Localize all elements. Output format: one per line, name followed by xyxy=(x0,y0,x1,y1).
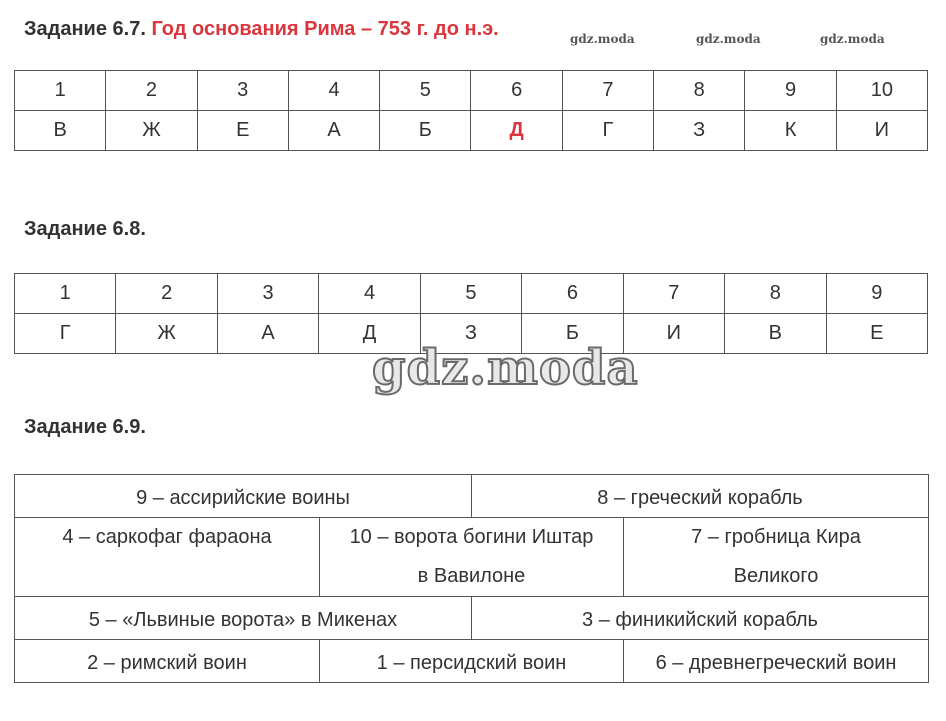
task-6-7-letter-row xyxy=(15,111,928,151)
task-6-8-number-cell: 2 xyxy=(116,274,217,314)
task-6-9-cell-line: 4 – саркофаг фараона xyxy=(62,526,272,548)
task-6-8-letter-cell: И xyxy=(623,314,724,354)
task-6-7-number-cell: 8 xyxy=(654,71,745,111)
task-6-9-heading: Задание 6.9. xyxy=(24,416,146,438)
task-6-9-cell: 6 – древнегреческий воин xyxy=(624,640,929,683)
task-6-7-number-cell: 3 xyxy=(197,71,288,111)
task-6-8-number-cell: 1 xyxy=(15,274,116,314)
task-6-7-letter-cell: Ж xyxy=(106,111,197,151)
task-6-8-letter-cell: Д xyxy=(319,314,420,354)
task-6-7-number-cell: 6 xyxy=(471,71,562,111)
task-6-7-number-cell: 5 xyxy=(380,71,471,111)
task-6-8-heading: Задание 6.8. xyxy=(24,218,146,240)
task-6-7-letter-cell: К xyxy=(745,111,836,151)
task-6-8-letter-cell: А xyxy=(217,314,318,354)
task-6-9-cell xyxy=(624,518,929,597)
task-6-7-letter-cell: Г xyxy=(562,111,653,151)
watermark-large: gdz.moda xyxy=(372,340,639,396)
task-6-7-number-row xyxy=(15,71,928,111)
task-6-8-letter-cell: Е xyxy=(826,314,928,354)
task-6-8-letter-cell: З xyxy=(420,314,521,354)
task-6-7-number-cell: 9 xyxy=(745,71,836,111)
task-6-8-number-row xyxy=(15,274,928,314)
task-6-7-number-cell: 1 xyxy=(15,71,106,111)
task-6-7-letter-cell: Е xyxy=(197,111,288,151)
task-6-7-letter-cell: В xyxy=(15,111,106,151)
task-6-9-cell-line: 10 – ворота богини Иштар xyxy=(349,526,594,548)
task-6-8-letter-cell: Ж xyxy=(116,314,217,354)
task-6-7-number-cell: 4 xyxy=(288,71,379,111)
task-6-9-cell: 1 – персидский воин xyxy=(320,640,624,683)
task-6-9-row-1 xyxy=(15,475,929,518)
task-6-9-cell-line: 7 – гробница Кира xyxy=(691,526,861,548)
watermark-small-2: gdz.moda xyxy=(696,32,761,46)
task-6-7-number-cell: 2 xyxy=(106,71,197,111)
task-6-9-table xyxy=(14,474,929,683)
task-6-8-letter-cell: Б xyxy=(522,314,623,354)
task-6-7-number-cell: 10 xyxy=(836,71,927,111)
task-6-9-cell xyxy=(320,518,624,597)
watermark-small-1: gdz.moda xyxy=(570,32,635,46)
task-6-9-cell: 5 – «Львиные ворота» в Микенах xyxy=(15,597,472,640)
task-6-9-row-4 xyxy=(15,640,929,683)
task-6-9-cell xyxy=(15,518,320,597)
task-6-7-answer: Год основания Рима – 753 г. до н.э. xyxy=(151,18,499,40)
task-6-9-cell: 8 – греческий корабль xyxy=(472,475,929,518)
task-6-8-number-cell: 4 xyxy=(319,274,420,314)
task-6-9-cell: 3 – финикийский корабль xyxy=(472,597,929,640)
task-6-7-letter-cell: А xyxy=(288,111,379,151)
task-6-9-row-3 xyxy=(15,597,929,640)
task-6-9-cell: 2 – римский воин xyxy=(15,640,320,683)
task-6-7-letter-cell: Б xyxy=(380,111,471,151)
task-6-8-letter-cell: В xyxy=(725,314,826,354)
task-6-8-number-cell: 9 xyxy=(826,274,928,314)
task-6-8-number-cell: 3 xyxy=(217,274,318,314)
task-6-9-cell: 9 – ассирийские воины xyxy=(15,475,472,518)
task-6-7-number-cell: 7 xyxy=(562,71,653,111)
watermark-small-3: gdz.moda xyxy=(820,32,885,46)
task-6-8-number-cell: 5 xyxy=(420,274,521,314)
task-6-8-number-cell: 6 xyxy=(522,274,623,314)
task-6-8-number-cell: 8 xyxy=(725,274,826,314)
task-6-9-cell-line: в Вавилоне xyxy=(417,565,526,587)
task-6-7-letter-cell: И xyxy=(836,111,927,151)
task-6-8-number-cell: 7 xyxy=(623,274,724,314)
task-6-9-row-2 xyxy=(15,518,929,597)
task-6-7-table xyxy=(14,70,928,151)
task-6-7-letter-cell: З xyxy=(654,111,745,151)
task-6-9-cell-line: Великого xyxy=(733,565,819,587)
task-6-7-label: Задание 6.7. xyxy=(24,18,146,40)
task-6-8-letter-cell: Г xyxy=(15,314,116,354)
task-6-7-letter-cell: Д xyxy=(471,111,562,151)
task-6-7-heading xyxy=(24,18,499,41)
